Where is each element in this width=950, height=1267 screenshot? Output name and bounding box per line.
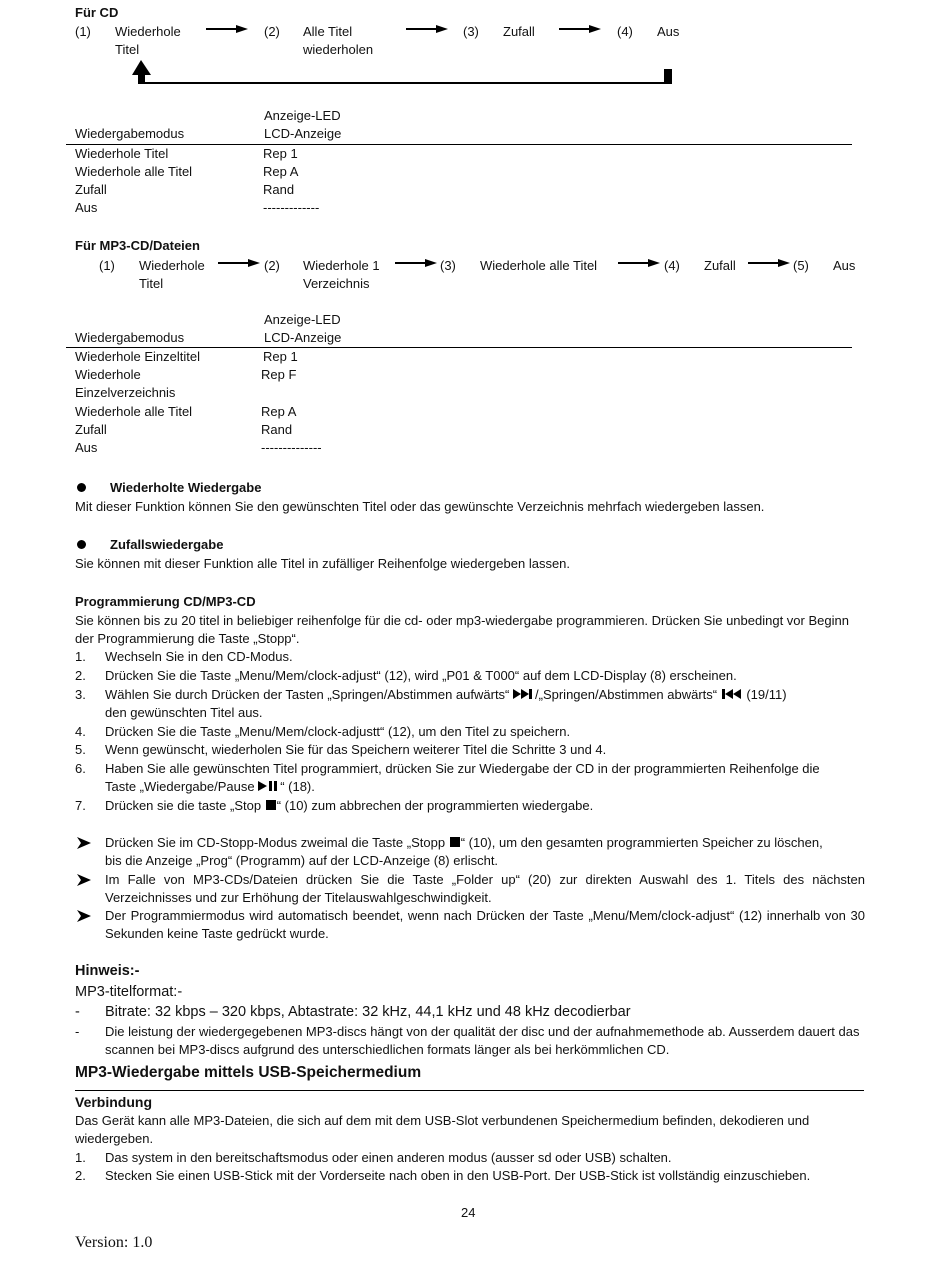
right-arrow-icon [218, 258, 260, 268]
step-number: 5. [75, 742, 86, 757]
step-number: 1. [75, 1150, 86, 1165]
play-pause-icon [258, 780, 280, 792]
step-text-part: “ (18). [280, 779, 315, 794]
usb-subheading: Verbindung [75, 1094, 152, 1110]
cd-step-label: wiederholen [303, 42, 374, 57]
hint-item: Die leistung der wiedergegebenen MP3-discs hängt von der qualität der disc und der aufnahmemethode ab. Ausserdem dauert das scannen bei MP3-discs aufgrund des unterschiedlichen formats länger als bei herkömmlichen CD. [105, 1024, 860, 1057]
table-cell: ------------- [263, 200, 320, 215]
table-cell: Wiederhole alle Titel [75, 164, 193, 179]
table-header: Wiedergabemodus [75, 126, 185, 141]
mp3-step-label: Zufall [704, 258, 736, 273]
step-text-part: Taste „Wiedergabe/Pause [105, 779, 259, 794]
cd-step-label: Aus [657, 24, 680, 39]
version-label: Version: 1.0 [75, 1234, 153, 1251]
table-cell: Zufall [75, 422, 107, 437]
step-number: 1. [75, 649, 86, 664]
mp3-step-label: Wiederhole alle Titel [480, 258, 598, 273]
table-cell: Zufall [75, 182, 107, 197]
table-cell: Rep 1 [263, 146, 298, 161]
note-text-part: Drücken Sie im CD-Stopp-Modus zweimal die Taste „Stopp [105, 835, 449, 850]
loop-back-arrow-icon [128, 58, 678, 88]
table-cell: Wiederhole [75, 367, 141, 382]
step-text: Wechseln Sie in den CD-Modus. [105, 649, 293, 664]
arrowhead-bullet-icon [77, 837, 91, 849]
mp3-step-label: Aus [833, 258, 856, 273]
right-arrow-icon [618, 258, 660, 268]
table-cell: Rep A [261, 404, 297, 419]
step-number: 3. [75, 687, 86, 702]
table-cell: Wiederhole Einzeltitel [75, 349, 201, 364]
mp3-heading: Für MP3-CD/Dateien [75, 238, 200, 253]
shuffle-heading: Zufallswiedergabe [110, 537, 224, 552]
note-text [105, 834, 823, 852]
cd-step-label: Wiederhole [115, 24, 181, 39]
mp3-step-num: (5) [793, 258, 809, 273]
table-header: Anzeige-LED [264, 312, 341, 327]
skip-backward-icon [721, 688, 743, 700]
step-number: 4. [75, 724, 86, 739]
cd-heading: Für CD [75, 5, 119, 20]
table-cell: Wiederhole Titel [75, 146, 169, 161]
table-cell: Rep F [261, 367, 297, 382]
step-text [105, 686, 787, 704]
table-cell: Rand [263, 182, 295, 197]
right-arrow-icon [406, 24, 448, 34]
table-header: LCD-Anzeige [264, 126, 342, 141]
cd-step-num: (1) [75, 24, 91, 39]
repeat-heading: Wiederholte Wiedergabe [110, 480, 262, 495]
table-cell: Rep A [263, 164, 299, 179]
step-number: 2. [75, 668, 86, 683]
table-cell: Einzelverzeichnis [75, 385, 176, 400]
table-header: Wiedergabemodus [75, 330, 185, 345]
table-header: LCD-Anzeige [264, 330, 342, 345]
step-text: Das system in den bereitschaftsmodus oder einen anderen modus (ausser sd oder USB) schalten. [105, 1150, 672, 1165]
mp3-step-label: Wiederhole [139, 258, 205, 273]
cd-step-num: (2) [264, 24, 280, 39]
mp3-step-num: (4) [664, 258, 680, 273]
stop-icon [449, 836, 461, 848]
table-cell: -------------- [261, 440, 322, 455]
arrowhead-bullet-icon [77, 874, 91, 886]
programming-intro: Sie können bis zu 20 titel in beliebiger reihenfolge für die cd- oder mp3-wiedergabe programmieren. Drücken Sie unbedingt vor Beginn der Programmierung die Taste „Stopp“. [75, 613, 849, 646]
step-text-part: Drücken sie die taste „Stop [105, 798, 265, 813]
step-text [105, 778, 315, 796]
step-number: 2. [75, 1168, 86, 1183]
hint-dash: - [75, 1024, 80, 1039]
programming-heading: Programmierung CD/MP3-CD [75, 594, 256, 609]
mp3-step-num: (1) [99, 258, 115, 273]
mp3-step-num: (2) [264, 258, 280, 273]
step-text-part: (19/11) [742, 687, 787, 702]
cd-step-label: Titel [115, 42, 140, 57]
step-text: den gewünschten Titel aus. [105, 705, 263, 720]
step-text-part: /„Springen/Abstimmen abwärts“ [535, 687, 721, 702]
table-divider [66, 144, 852, 145]
bullet-icon [77, 540, 86, 549]
step-number: 7. [75, 798, 86, 813]
hint-subheading: MP3-titelformat:- [75, 984, 183, 1000]
cd-step-num: (4) [617, 24, 633, 39]
bullet-icon [77, 483, 86, 492]
hint-heading: Hinweis:- [75, 963, 140, 979]
right-arrow-icon [395, 258, 437, 268]
table-cell: Rep 1 [263, 349, 298, 364]
step-text: Wenn gewünscht, wiederholen Sie für das Speichern weiterer Titel die Schritte 3 und 4. [105, 742, 607, 757]
step-text: Drücken Sie die Taste „Menu/Mem/clock-adjustt“ (12), um den Titel zu speichern. [105, 724, 571, 739]
mp3-step-num: (3) [440, 258, 456, 273]
table-cell: Aus [75, 440, 98, 455]
right-arrow-icon [748, 258, 790, 268]
repeat-text: Mit dieser Funktion können Sie den gewünschten Titel oder das gewünschte Verzeichnis mehrfach wiedergeben lassen. [75, 499, 765, 514]
table-cell: Wiederhole alle Titel [75, 404, 193, 419]
cd-step-label: Zufall [503, 24, 535, 39]
hint-item: Bitrate: 32 kbps – 320 kbps, Abtastrate: 32 kHz, 44,1 kHz und 48 kHz decodierbar [105, 1004, 631, 1020]
step-text [105, 797, 593, 815]
note-text: Im Falle von MP3-CDs/Dateien drücken Sie die Taste „Folder up“ (20) zur direkten Auswahl des 1. Titels des nächsten Verzeichnisses und zur Erhöhung der Titelauswahlgeschwindigkeit. [105, 872, 865, 905]
arrowhead-bullet-icon [77, 910, 91, 922]
usb-heading: MP3-Wiedergabe mittels USB-Speichermedium [75, 1064, 422, 1081]
stop-icon [265, 799, 277, 811]
table-cell: Rand [261, 422, 293, 437]
step-text-part: Wählen Sie durch Drücken der Tasten „Springen/Abstimmen aufwärts“ [105, 687, 514, 702]
cd-step-label: Alle Titel [303, 24, 353, 39]
usb-intro: Das Gerät kann alle MP3-Dateien, die sich auf dem mit dem USB-Slot verbundenen Speichermedium befinden, dekodieren und wiedergeben. [75, 1113, 810, 1146]
skip-forward-icon [513, 688, 535, 700]
table-header: Anzeige-LED [264, 108, 341, 123]
section-divider [75, 1090, 864, 1091]
right-arrow-icon [206, 24, 248, 34]
note-text: Der Programmiermodus wird automatisch beendet, wenn nach Drücken der Taste „Menu/Mem/clock-adjust“ (12) innerhalb von 30 Sekunden keine Taste gedrückt wurde. [105, 908, 865, 941]
step-number: 6. [75, 761, 86, 776]
step-text: Drücken Sie die Taste „Menu/Mem/clock-adjust“ (12), wird „P01 & T000“ auf dem LCD-Display (8) erscheinen. [105, 668, 737, 683]
shuffle-text: Sie können mit dieser Funktion alle Titel in zufälliger Reihenfolge wiedergeben lassen. [75, 556, 571, 571]
note-text-part: “ (10), um den gesamten programmierten Speicher zu löschen, [460, 835, 823, 850]
mp3-step-label: Verzeichnis [303, 276, 370, 291]
right-arrow-icon [559, 24, 601, 34]
page-number: 24 [461, 1205, 476, 1220]
step-text: Haben Sie alle gewünschten Titel programmiert, drücken Sie zur Wiedergabe der CD in der programmierten Reihenfolge die [105, 761, 820, 776]
step-text: Stecken Sie einen USB-Stick mit der Vorderseite nach oben in den USB-Port. Der USB-Stick ist vollständig einzuschieben. [105, 1168, 811, 1183]
note-text: bis die Anzeige „Prog“ (Programm) auf der LCD-Anzeige (8) erlischt. [105, 853, 499, 868]
table-cell: Aus [75, 200, 98, 215]
cd-step-num: (3) [463, 24, 479, 39]
mp3-step-label: Wiederhole 1 [303, 258, 380, 273]
hint-dash: - [75, 1004, 80, 1020]
mp3-step-label: Titel [139, 276, 164, 291]
step-text-part: “ (10) zum abbrechen der programmierten wiedergabe. [276, 798, 594, 813]
